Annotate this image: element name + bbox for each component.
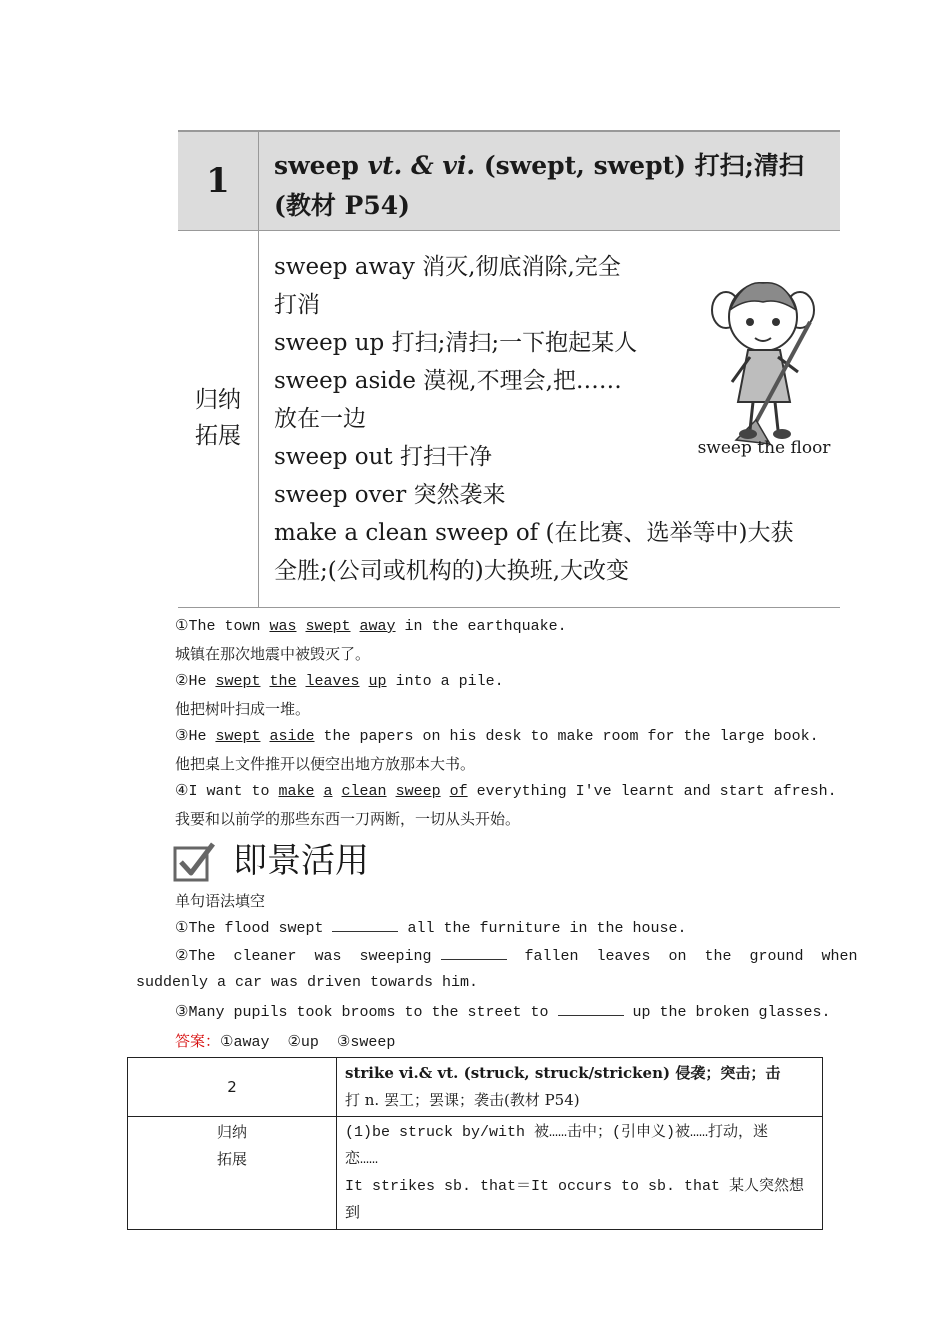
text: fallen leaves on the ground when	[506, 948, 858, 965]
example-translation-4: 我要和以前学的那些东西一刀两断，一切从头开始。	[175, 810, 521, 828]
phrase-line: 全胜;(公司或机构的)大换班,大改变	[274, 558, 630, 584]
entry-title-line: strike vi.& vt. (struck, struck/stricken) 侵袭；突击；击	[345, 1064, 781, 1082]
answer-blank[interactable]	[441, 947, 507, 960]
entry-number-cell	[128, 1058, 337, 1117]
summary-label-line2: 拓展	[216, 1150, 247, 1168]
phrase-line: make a clean sweep of (在比赛、选举等中)大获	[274, 520, 794, 546]
text: everything I've learnt and start afresh.	[467, 783, 837, 800]
example-translation-2: 他把树叶扫成一堆。	[175, 700, 311, 718]
entry-title-cell	[337, 1058, 823, 1117]
text: into a pile.	[386, 673, 504, 690]
text: ③Many pupils took brooms to the street to	[175, 1004, 558, 1021]
example-sentence-3	[175, 726, 819, 745]
example-translation-1: 城镇在那次地震中被毁灭了。	[175, 645, 371, 663]
answer-text: ①away ②up ③sweep	[220, 1034, 396, 1051]
underlined-word: leaves	[305, 673, 360, 690]
part-of-speech: vt. & vi.	[367, 151, 476, 180]
example-sentence-4	[175, 781, 837, 800]
underlined-word: swept	[215, 728, 261, 745]
underlined-word: was	[269, 618, 297, 635]
text: ②He	[175, 673, 216, 690]
text: all the furniture in the house.	[398, 920, 687, 937]
text: up the broken glasses.	[623, 1004, 831, 1021]
phrase-line: 打消	[274, 292, 320, 318]
illustration-caption: sweep the floor	[697, 438, 831, 458]
exercise-title: 单句语法填空	[175, 892, 266, 910]
verb-forms: (swept, swept)	[483, 151, 686, 180]
underlined-word: sweep	[395, 783, 441, 800]
summary-label	[178, 382, 258, 454]
phrase-line: sweep over 突然袭来	[274, 482, 506, 508]
example-sentence-2	[175, 671, 504, 690]
text: ③He	[175, 728, 216, 745]
phrase-line: It strikes sb. that＝It occurs to sb. that 某人突然想到	[345, 1178, 805, 1222]
table-row	[128, 1058, 823, 1117]
answer-label: 答案：	[175, 1032, 221, 1050]
vocab-card-sweep	[178, 130, 840, 608]
entry-number: 2	[227, 1078, 237, 1096]
answer-line	[175, 1030, 395, 1051]
summary-label-cell	[128, 1117, 337, 1230]
meaning: 打扫;清扫	[694, 151, 804, 180]
summary-label-line2: 拓展	[195, 423, 241, 449]
underlined-word: swept	[215, 673, 261, 690]
column-divider	[258, 132, 259, 607]
girl-sweeping-illustration	[698, 262, 838, 452]
entry-title	[274, 146, 834, 226]
answer-blank[interactable]	[332, 919, 398, 932]
underlined-word: of	[449, 783, 468, 800]
underlined-word: aside	[269, 728, 315, 745]
underlined-word: the	[269, 673, 297, 690]
exercise-1	[175, 918, 687, 937]
text: ②The cleaner was sweeping	[175, 948, 441, 965]
table-row	[128, 1117, 823, 1230]
exercise-3	[175, 1002, 831, 1021]
answer-blank[interactable]	[558, 1003, 624, 1016]
section-title: 即景活用	[233, 841, 369, 881]
phrase-cell	[337, 1117, 823, 1230]
phrase-line: sweep aside 漠视,不理会,把……	[274, 368, 622, 394]
text: in the earthquake.	[395, 618, 567, 635]
text: ①The town	[175, 618, 270, 635]
phrase-line: sweep away 消灭,彻底消除,完全	[274, 254, 621, 280]
underlined-word: make	[278, 783, 315, 800]
phrase-line: 恋……	[345, 1151, 379, 1168]
text: ④I want to	[175, 783, 279, 800]
exercise-2	[175, 946, 858, 965]
checkbox-icon	[173, 842, 215, 882]
example-translation-3: 他把桌上文件推开以便空出地方放那本大书。	[175, 755, 476, 773]
text: ①The flood swept	[175, 920, 333, 937]
headword: sweep	[274, 151, 359, 180]
vocab-table-strike	[127, 1057, 823, 1230]
summary-label-line1: 归纳	[195, 387, 241, 413]
entry-number: 1	[206, 161, 230, 201]
phrase-line: sweep up 打扫;清扫;一下抱起某人	[274, 330, 638, 356]
text: the papers on his desk to make room for the large book.	[314, 728, 819, 745]
phrase-line: 放在一边	[274, 406, 366, 432]
phrase-line: sweep out 打扫干净	[274, 444, 492, 470]
underlined-word: away	[359, 618, 396, 635]
underlined-word: up	[368, 673, 387, 690]
underlined-word: clean	[341, 783, 387, 800]
phrase-line: (1)be struck by/with 被……击中；(引申义)被……打动，迷	[345, 1124, 769, 1141]
source-ref: (教材 P54)	[274, 191, 410, 220]
underlined-word: swept	[305, 618, 351, 635]
example-sentence-1	[175, 616, 567, 635]
exercise-2-continued: suddenly a car was driven towards him.	[136, 974, 479, 991]
entry-title-line: 打 n. 罢工；罢课；袭击(教材 P54)	[345, 1091, 580, 1109]
underlined-word: a	[323, 783, 333, 800]
summary-label-line1: 归纳	[216, 1123, 247, 1141]
